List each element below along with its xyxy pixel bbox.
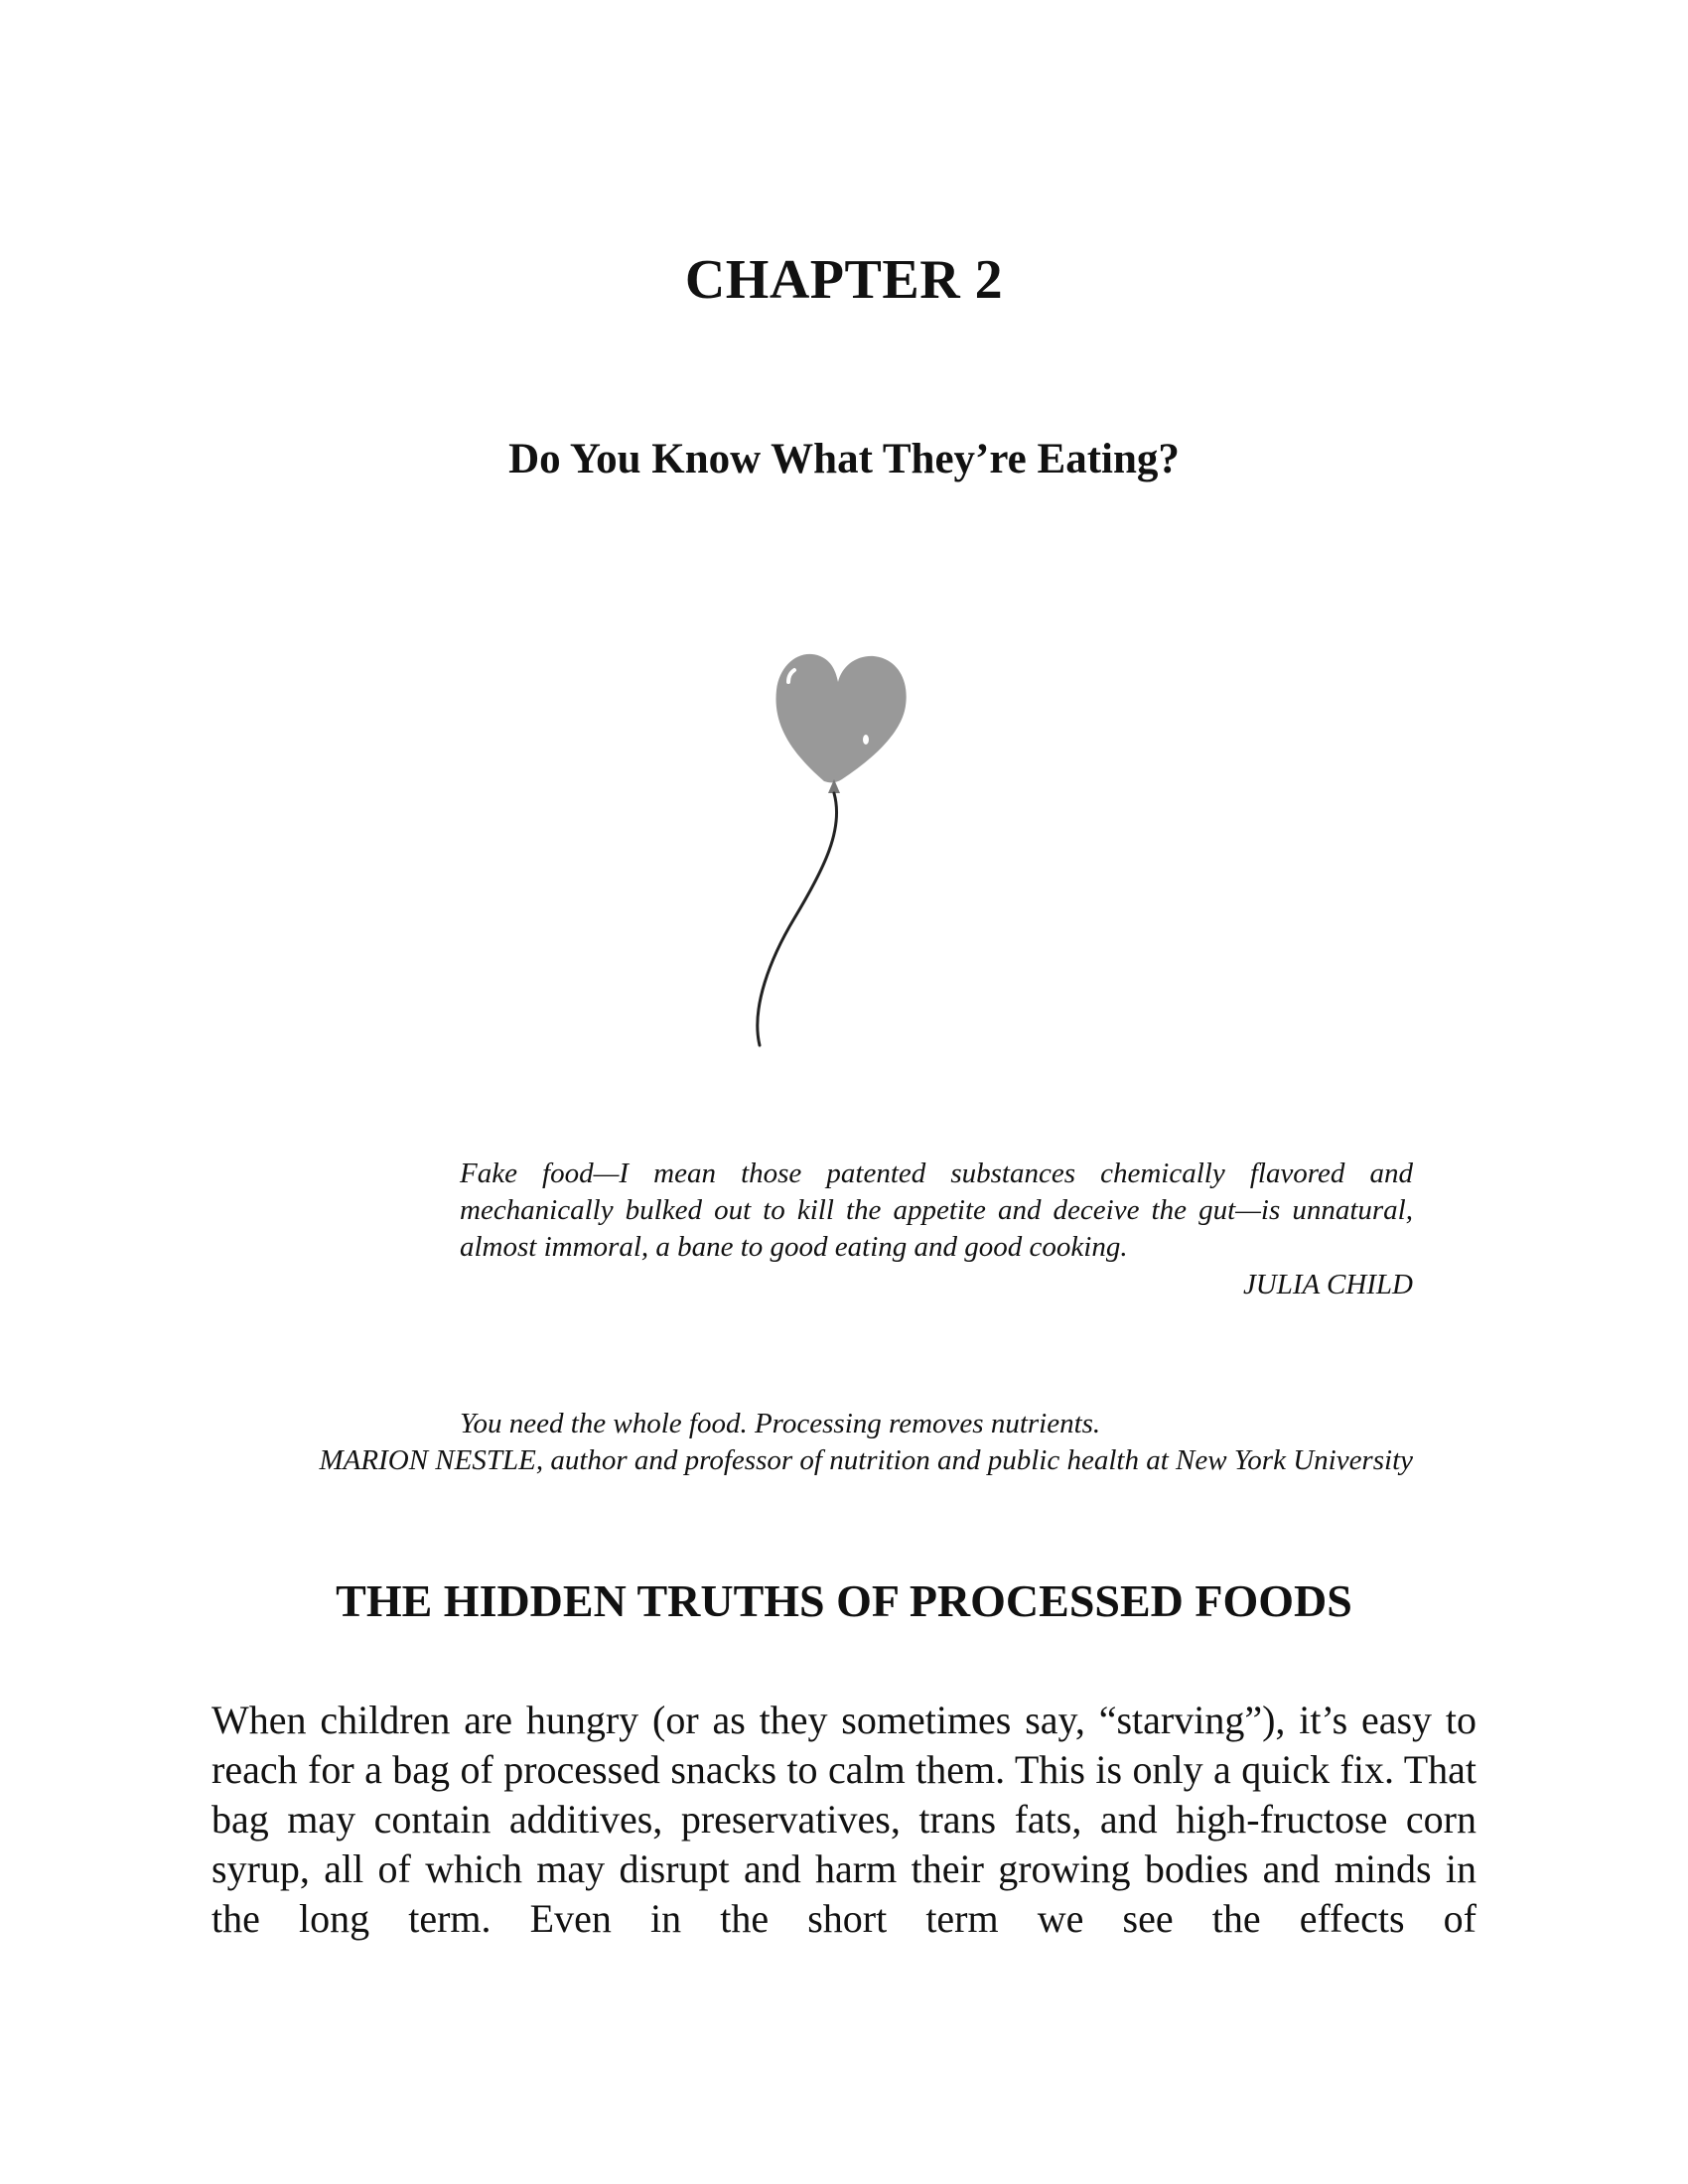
balloon-string xyxy=(758,793,837,1045)
epigraph-quote: You need the whole food. Processing removes nutrients. xyxy=(460,1408,1101,1439)
balloon-heart xyxy=(775,654,906,782)
chapter-label: CHAPTER 2 xyxy=(684,249,1004,311)
body-paragraph: When children are hungry (or as they sometimes say, “starving”), it’s easy to reach for a bag of processed snacks to calm them. This is only a quick fix. That bag may contain additives, preservatives, trans fats, and high-fructose corn syrup, all of which may disrupt and harm their growing bodies and minds in the long term. Even in the short term we see the effects of xyxy=(211,1698,1477,1941)
chapter-title: Do You Know What They’re Eating? xyxy=(508,436,1180,482)
balloon-shine xyxy=(863,735,869,745)
section-heading: THE HIDDEN TRUTHS OF PROCESSED FOODS xyxy=(336,1575,1352,1626)
epigraph-attribution: JULIA CHILD xyxy=(1242,1269,1413,1300)
heart-balloon-icon xyxy=(715,630,933,1057)
epigraph-quote: Fake food—I mean those patented substances chemically flavored and mechanically bulked out to kill the appetite and deceive the gut—is unnatural, almost immoral, a bane to good eating and good cooking. xyxy=(460,1158,1413,1263)
epigraph-attribution: MARION NESTLE, author and professor of nutrition and public health at New York University xyxy=(319,1444,1413,1476)
